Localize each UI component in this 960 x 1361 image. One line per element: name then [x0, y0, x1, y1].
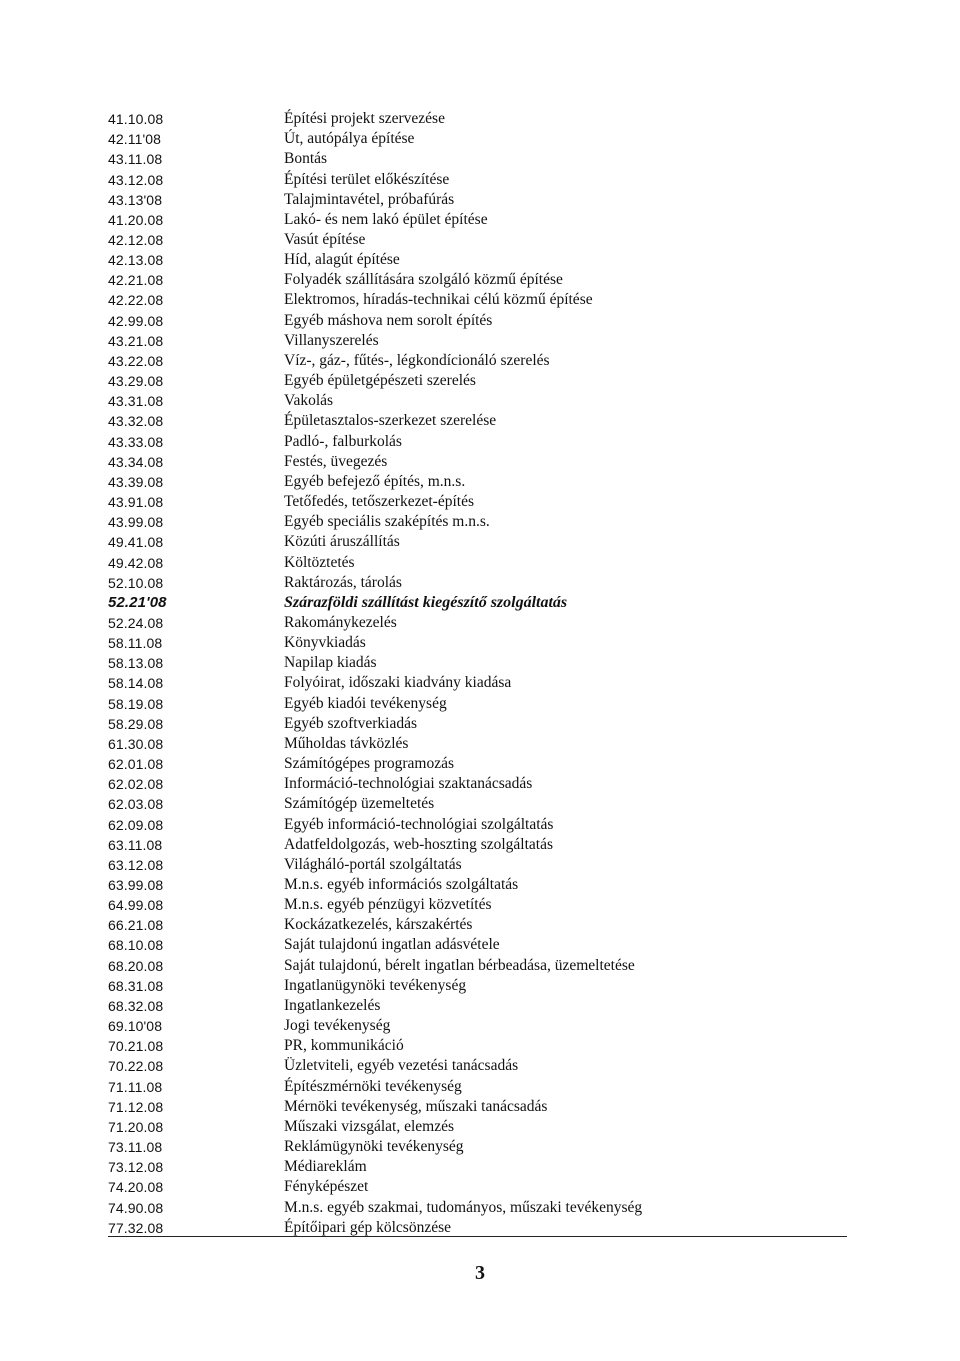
list-item [108, 492, 848, 512]
activity-description: Út, autópálya építése [284, 130, 415, 148]
list-item [108, 653, 848, 673]
activity-description: Ingatlanügynöki tevékenység [284, 976, 467, 994]
activity-description: Szárazföldi szállítást kiegészítő szolgáltatás [284, 593, 568, 611]
activity-code: 42.22.08 [108, 292, 164, 309]
list-item [108, 169, 848, 189]
list-item [108, 794, 848, 814]
activity-code: 58.14.08 [108, 675, 164, 692]
activity-description: Fényképészet [284, 1178, 369, 1196]
activity-description: Saját tulajdonú ingatlan adásvétele [284, 936, 500, 954]
list-item [108, 734, 848, 754]
activity-code: 43.91.08 [108, 494, 164, 511]
list-item [108, 875, 848, 895]
list-item [108, 976, 848, 996]
list-item [108, 411, 848, 431]
activity-code: 43.13'08 [108, 191, 163, 208]
activity-code: 68.20.08 [108, 957, 164, 974]
activity-code: 68.32.08 [108, 997, 164, 1014]
activity-code: 43.99.08 [108, 514, 164, 531]
activity-code: 52.21'08 [108, 594, 167, 612]
activity-description: Könyvkiadás [284, 634, 366, 652]
list-item [108, 915, 848, 935]
activity-code: 43.29.08 [108, 373, 164, 390]
activity-description: Reklámügynöki tevékenység [284, 1138, 464, 1156]
activity-description: Vakolás [284, 392, 334, 410]
list-item [108, 210, 848, 230]
activity-code: 74.20.08 [108, 1179, 164, 1196]
list-item [108, 391, 848, 411]
list-item [108, 996, 848, 1016]
activity-description: Adatfeldolgozás, web-hoszting szolgáltatás [284, 835, 554, 853]
activity-description: Világháló-portál szolgáltatás [284, 855, 462, 873]
activity-code: 43.33.08 [108, 433, 164, 450]
activity-code: 63.11.08 [108, 836, 163, 853]
activity-code: 43.31.08 [108, 393, 164, 410]
activity-code: 66.21.08 [108, 917, 164, 934]
activity-code: 68.31.08 [108, 977, 164, 994]
list-item [108, 532, 848, 552]
activity-code: 71.20.08 [108, 1118, 164, 1135]
activity-description: Festés, üvegezés [284, 452, 388, 470]
activity-description: Számítógép üzemeltetés [284, 795, 435, 813]
activity-description: Egyéb információ-technológiai szolgáltatás [284, 815, 554, 833]
list-item [108, 452, 848, 472]
activity-code: 49.41.08 [108, 534, 164, 551]
list-item [108, 956, 848, 976]
activity-description: Egyéb épületgépészeti szerelés [284, 372, 476, 390]
activity-code: 52.10.08 [108, 574, 164, 591]
activity-description: Mérnöki tevékenység, műszaki tanácsadás [284, 1097, 548, 1115]
list-item [108, 190, 848, 210]
activity-code: 49.42.08 [108, 554, 164, 571]
list-item [108, 593, 848, 613]
activity-code: 52.24.08 [108, 614, 164, 631]
activity-description: Médiareklám [284, 1158, 367, 1176]
activity-code: 43.22.08 [108, 352, 164, 369]
list-item [108, 250, 848, 270]
activity-code: 43.32.08 [108, 413, 164, 430]
list-item [108, 1157, 848, 1177]
list-item [108, 1077, 848, 1097]
list-item [108, 613, 848, 633]
activity-description: Műholdas távközlés [284, 734, 409, 752]
activity-description: Folyadék szállítására szolgáló közmű építése [284, 271, 563, 289]
list-item [108, 1016, 848, 1036]
activity-code: 62.02.08 [108, 776, 164, 793]
activity-code: 68.10.08 [108, 937, 164, 954]
activity-description: Raktározás, tárolás [284, 573, 402, 591]
activity-description: Műszaki vizsgálat, elemzés [284, 1117, 455, 1135]
page-number: 3 [475, 1262, 485, 1284]
activity-code: 63.12.08 [108, 856, 164, 873]
activity-code-list [108, 109, 848, 1238]
activity-code: 42.21.08 [108, 272, 164, 289]
list-item [108, 1197, 848, 1217]
activity-code: 64.99.08 [108, 897, 164, 914]
activity-description: Egyéb máshova nem sorolt építés [284, 311, 493, 329]
list-item [108, 109, 848, 129]
list-item [108, 270, 848, 290]
list-item [108, 774, 848, 794]
activity-description: Épületasztalos-szerkezet szerelése [284, 412, 497, 430]
activity-description: Egyéb szoftverkiadás [284, 714, 417, 732]
activity-code: 62.01.08 [108, 756, 164, 773]
activity-description: Vasút építése [284, 231, 366, 249]
activity-code: 43.39.08 [108, 473, 164, 490]
activity-description: Rakománykezelés [284, 613, 397, 631]
activity-description: Költöztetés [284, 553, 355, 571]
list-item [108, 935, 848, 955]
activity-code: 42.99.08 [108, 312, 164, 329]
activity-code: 69.10'08 [108, 1018, 163, 1035]
activity-description: Tetőfedés, tetőszerkezet-építés [284, 493, 474, 511]
activity-description: Folyóirat, időszaki kiadvány kiadása [284, 674, 512, 692]
activity-description: Építészmérnöki tevékenység [284, 1077, 462, 1095]
list-item [108, 1036, 848, 1056]
activity-code: 71.12.08 [108, 1098, 164, 1115]
activity-code: 71.11.08 [108, 1078, 163, 1095]
activity-description: Híd, alagút építése [284, 251, 400, 269]
activity-description: Jogi tevékenység [284, 1017, 391, 1035]
list-item [108, 351, 848, 371]
activity-description: Egyéb speciális szaképítés m.n.s. [284, 513, 490, 531]
activity-description: Saját tulajdonú, bérelt ingatlan bérbeadása, üzemeltetése [284, 956, 635, 974]
activity-description: Ingatlankezelés [284, 996, 381, 1014]
activity-description: M.n.s. egyéb pénzügyi közvetítés [284, 896, 492, 914]
list-item [108, 311, 848, 331]
list-item [108, 1177, 848, 1197]
list-item [108, 895, 848, 915]
activity-description: Bontás [284, 150, 328, 168]
list-item [108, 855, 848, 875]
list-item [108, 754, 848, 774]
list-item [108, 472, 848, 492]
activity-code: 42.13.08 [108, 252, 164, 269]
activity-code: 77.32.08 [108, 1219, 164, 1236]
activity-description: Építési terület előkészítése [284, 170, 450, 188]
list-item [108, 714, 848, 734]
activity-description: Egyéb befejező építés, m.n.s. [284, 472, 466, 490]
activity-code: 58.29.08 [108, 715, 164, 732]
list-item [108, 814, 848, 834]
activity-description: Lakó- és nem lakó épület építése [284, 210, 488, 228]
activity-description: Napilap kiadás [284, 654, 377, 672]
activity-code: 62.09.08 [108, 816, 164, 833]
activity-code: 70.21.08 [108, 1038, 164, 1055]
list-item [108, 1056, 848, 1076]
activity-code: 43.34.08 [108, 453, 164, 470]
list-item [108, 633, 848, 653]
activity-description: Villanyszerelés [284, 331, 379, 349]
list-item [108, 573, 848, 593]
activity-code: 42.11'08 [108, 131, 162, 148]
activity-code: 58.19.08 [108, 695, 164, 712]
activity-code: 58.11.08 [108, 635, 163, 652]
activity-description: Építőipari gép kölcsönzése [284, 1218, 452, 1236]
list-item [108, 835, 848, 855]
activity-code: 73.12.08 [108, 1159, 164, 1176]
list-item [108, 512, 848, 532]
list-item [108, 331, 848, 351]
activity-description: M.n.s. egyéb szakmai, tudományos, műszaki tevékenység [284, 1198, 643, 1216]
activity-description: M.n.s. egyéb információs szolgáltatás [284, 876, 519, 894]
list-item [108, 230, 848, 250]
list-item [108, 1218, 848, 1238]
activity-description: PR, kommunikáció [284, 1037, 404, 1055]
list-item [108, 129, 848, 149]
activity-description: Közúti áruszállítás [284, 533, 400, 551]
activity-description: Információ-technológiai szaktanácsadás [284, 775, 533, 793]
activity-code: 43.12.08 [108, 171, 164, 188]
activity-description: Padló-, falburkolás [284, 432, 402, 450]
list-item [108, 552, 848, 572]
activity-description: Építési projekt szervezése [284, 110, 445, 128]
activity-code: 41.20.08 [108, 211, 164, 228]
activity-description: Talajmintavétel, próbafúrás [284, 190, 455, 208]
activity-description: Üzletviteli, egyéb vezetési tanácsadás [284, 1057, 519, 1075]
list-item [108, 694, 848, 714]
list-item [108, 432, 848, 452]
activity-code: 70.22.08 [108, 1058, 164, 1075]
list-item [108, 371, 848, 391]
activity-code: 43.11.08 [108, 151, 163, 168]
activity-description: Víz-, gáz-, fűtés-, légkondícionáló szerelés [284, 351, 550, 369]
activity-code: 74.90.08 [108, 1199, 164, 1216]
activity-code: 62.03.08 [108, 796, 164, 813]
list-item [108, 1137, 848, 1157]
activity-code: 73.11.08 [108, 1139, 163, 1156]
activity-code: 42.12.08 [108, 232, 164, 249]
activity-description: Kockázatkezelés, kárszakértés [284, 916, 473, 934]
list-item [108, 290, 848, 310]
activity-description: Számítógépes programozás [284, 755, 455, 773]
list-item [108, 1097, 848, 1117]
list-item [108, 1117, 848, 1137]
list-item [108, 149, 848, 169]
footer-rule [108, 1236, 847, 1237]
activity-code: 61.30.08 [108, 735, 164, 752]
activity-description: Elektromos, híradás-technikai célú közmű építése [284, 291, 593, 309]
activity-code: 41.10.08 [108, 111, 164, 128]
activity-description: Egyéb kiadói tevékenység [284, 694, 447, 712]
activity-code: 43.21.08 [108, 332, 164, 349]
activity-code: 58.13.08 [108, 655, 164, 672]
activity-code: 63.99.08 [108, 877, 164, 894]
list-item [108, 673, 848, 693]
